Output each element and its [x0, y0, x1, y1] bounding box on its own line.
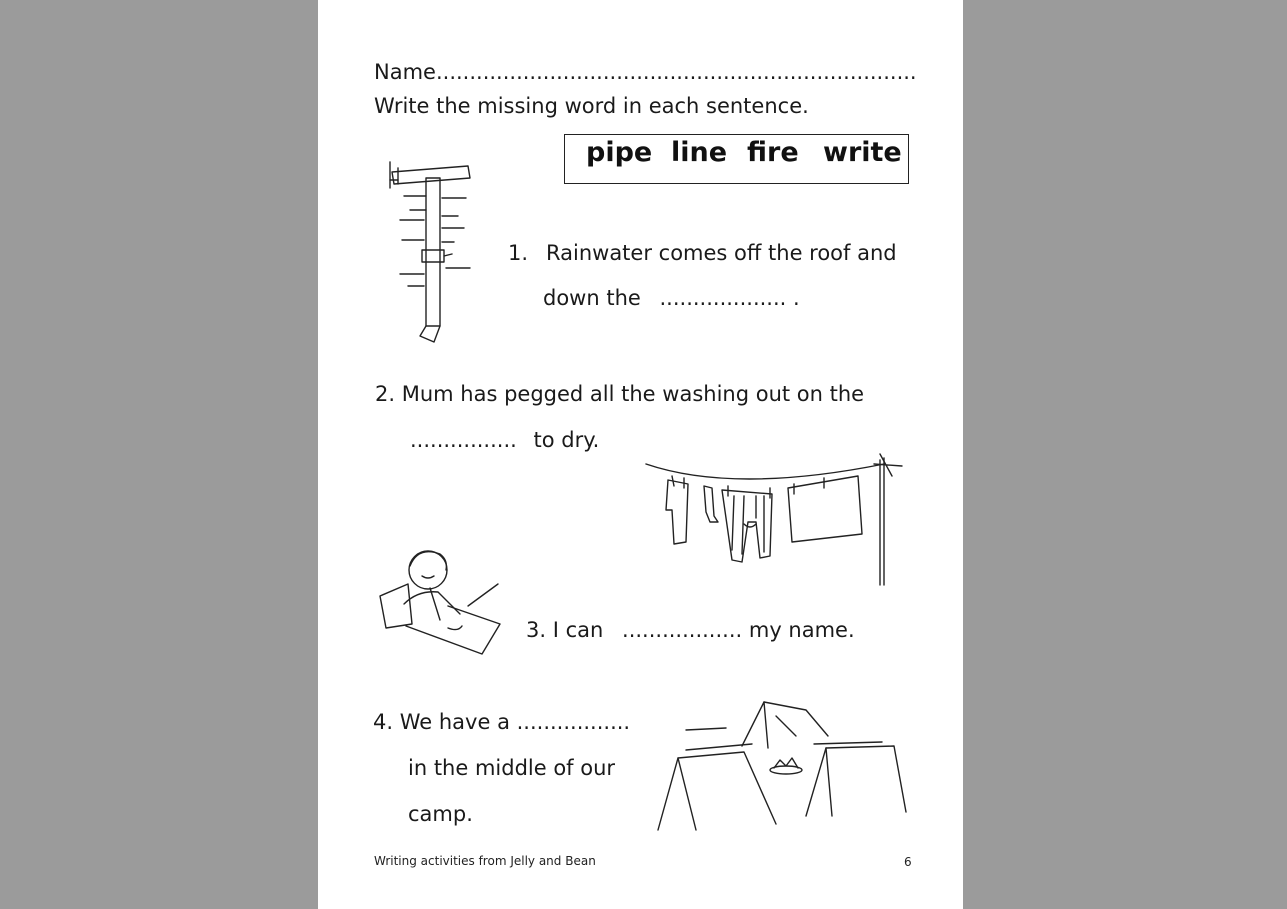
question-3-line: 3. I can .................. my name.	[526, 618, 855, 642]
word-bank-item: line	[671, 137, 728, 168]
name-dots: ........................................................................	[435, 60, 917, 84]
washing-line-illustration	[644, 450, 914, 590]
question-4-line1: 4. We have a .................	[373, 710, 631, 734]
answer-blank-1: ...................	[659, 286, 787, 310]
answer-blank-4: .................	[516, 710, 631, 734]
word-bank-item: write	[823, 137, 902, 168]
drainpipe-illustration	[388, 158, 478, 348]
camp-illustration	[656, 696, 912, 836]
child-writing-illustration	[378, 544, 503, 659]
answer-blank-3: ..................	[622, 618, 743, 642]
question-4-line2: in the middle of our	[408, 756, 616, 780]
footer-credit: Writing activities from Jelly and Bean	[374, 854, 596, 868]
answer-blank-2: ................	[410, 428, 517, 452]
word-bank	[564, 134, 909, 184]
question-1-line2: down the ................... .	[543, 286, 800, 310]
name-field	[374, 60, 917, 84]
question-1-number: 1.	[508, 241, 529, 265]
question-1-line1: Rainwater comes off the roof and	[546, 241, 897, 265]
question-2-line2: ................ to dry.	[410, 428, 600, 452]
question-2-line1: 2. Mum has pegged all the washing out on the	[375, 382, 865, 406]
word-bank-item: pipe	[586, 137, 653, 168]
word-bank-item: fire	[747, 137, 799, 168]
question-4-line3: camp.	[408, 802, 473, 826]
instruction-text: Write the missing word in each sentence.	[374, 94, 809, 118]
worksheet-page	[318, 0, 963, 909]
page-number: 6	[904, 855, 912, 869]
name-label: Name	[374, 60, 436, 84]
